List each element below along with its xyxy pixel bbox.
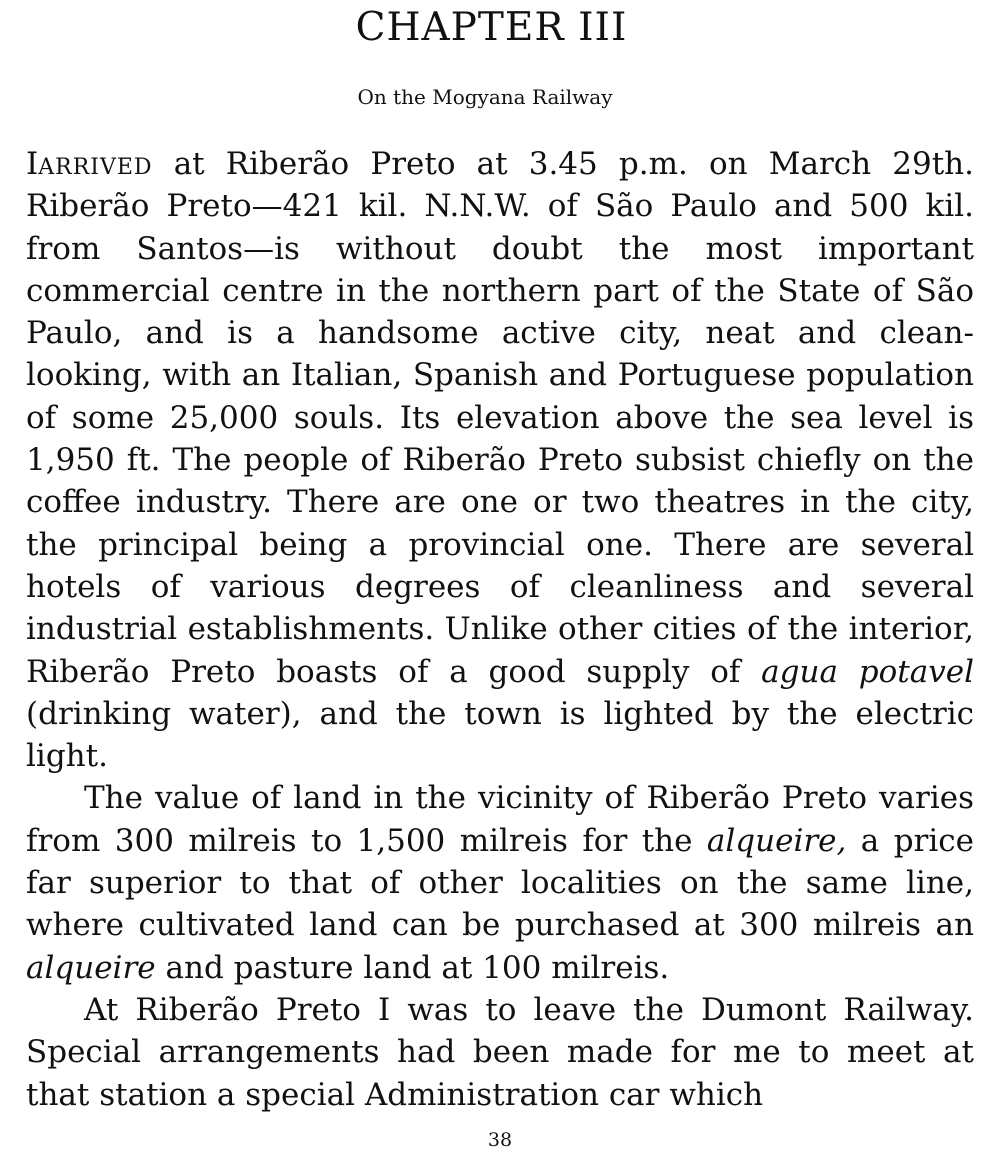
paragraph-3-text: At Riberão Preto I was to leave the Dumont Railway. Special arrangements had been made for me to meet at that station a special Administration car which (26, 991, 974, 1113)
paragraph-2 (26, 777, 974, 988)
paragraph-2-text-a: The value of land in the vicinity of Riberão Preto varies from 300 milreis to 1,500 milreis for the (26, 780, 974, 859)
paragraph-1-italic: agua potavel (761, 653, 974, 690)
paragraph-1-text-end: (drinking water), and the town is lighted by the electric light. (26, 695, 974, 775)
page-number: 38 (487, 1129, 513, 1151)
paragraph-3 (26, 989, 974, 1116)
chapter-heading: CHAPTER III (355, 5, 628, 50)
paragraph-2-italic-b: alqueire (26, 949, 156, 986)
paragraph-1-lead-smallcaps: arrived (38, 146, 153, 182)
paragraph-1-lead: I (26, 146, 39, 182)
paragraph-2-italic-a: alqueire, (706, 822, 847, 859)
paragraph-1 (26, 143, 974, 777)
paragraph-2-text-b: a price far superior to that of other localities on the same line, where cultivated land can be purchased at 300 milreis an (26, 822, 974, 944)
chapter-subtitle: On the Mogyana Railway (357, 85, 613, 109)
body-text (26, 143, 974, 1116)
paragraph-2-text-c: and pasture land at 100 milreis. (155, 949, 670, 986)
paragraph-1-text: at Riberão Preto at 3.45 p.m. on March 29th. Riberão Preto—421 kil. N.N.W. of São Paulo and 500 kil. from Santos—is without doubt the most important commercial centre in the northern part of the State of São Paulo, and is a handsome active city, neat and clean-looking, with an Italian, Spanish and Portuguese population of some 25,000 souls. Its elevation above the sea level is 1,950 ft. The people of Riberão Preto subsist chiefly on the coffee industry. There are one or two theatres in the city, the principal being a provincial one. There are several hotels of various degrees of cleanliness and several industrial establishments. Unlike other cities of the interior, Riberão Preto boasts of a good supply of (26, 146, 974, 690)
